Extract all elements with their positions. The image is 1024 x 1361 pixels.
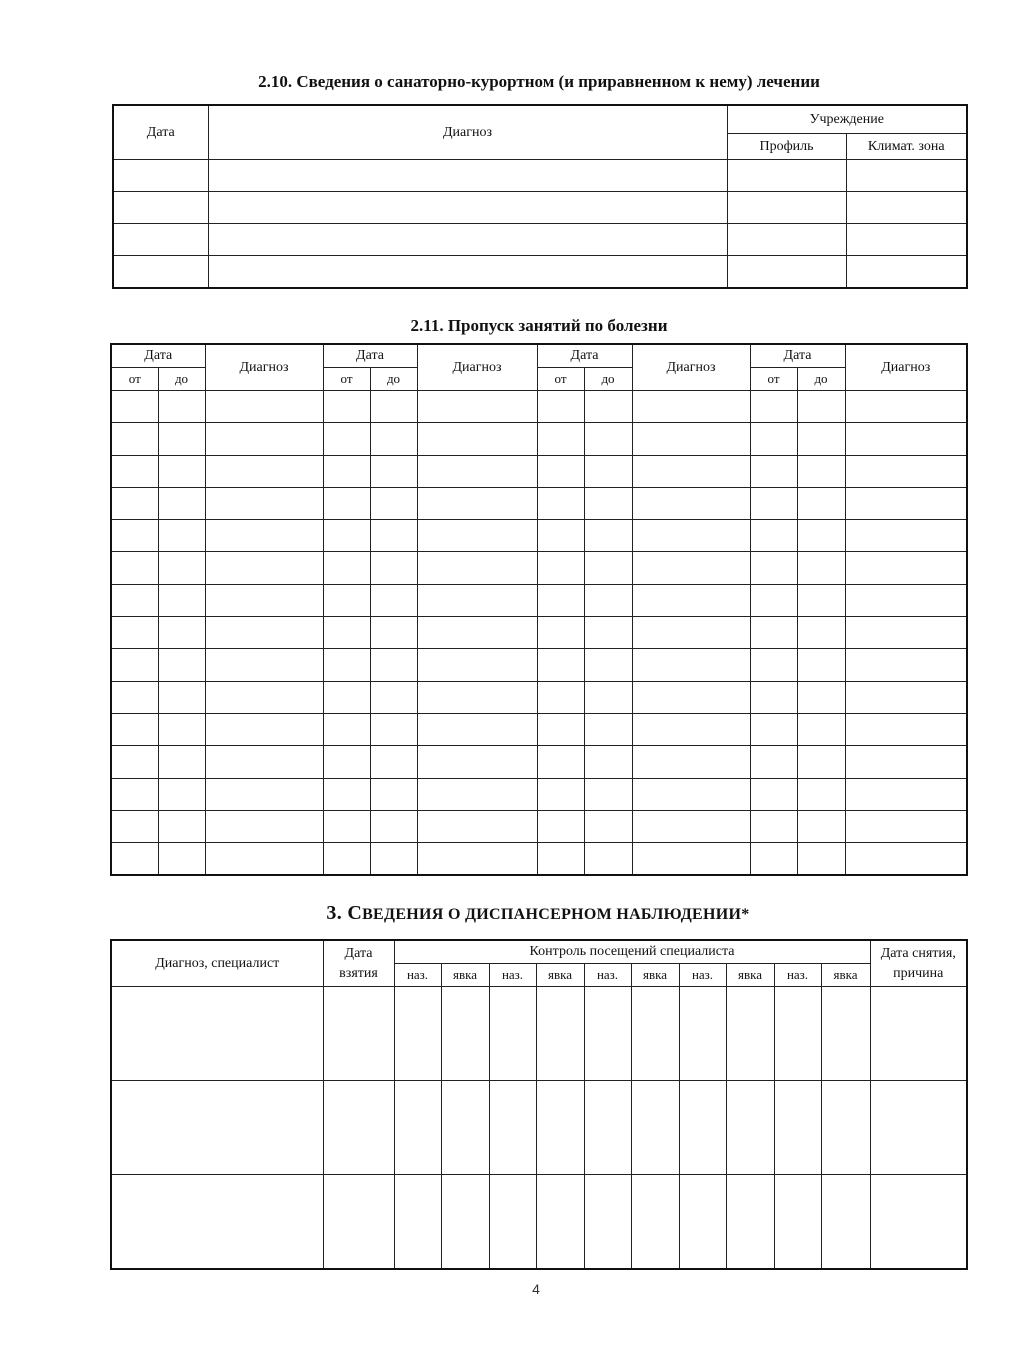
table-cell[interactable] [111, 713, 158, 745]
header-diagnosis-4: Диагноз [845, 344, 967, 391]
table-cell[interactable] [750, 746, 797, 778]
table-cell[interactable] [821, 1081, 870, 1175]
table-row [111, 1081, 967, 1175]
table-cell[interactable] [845, 649, 967, 681]
table-cell[interactable] [111, 552, 158, 584]
table-cell[interactable] [205, 617, 323, 649]
header-to: до [370, 368, 417, 391]
table-cell[interactable] [323, 520, 370, 552]
table-cell[interactable] [750, 520, 797, 552]
table-cell[interactable] [111, 746, 158, 778]
table-row [111, 1175, 967, 1270]
table-row [111, 810, 967, 842]
table-cell[interactable] [370, 391, 417, 423]
table-row [113, 224, 967, 256]
table-cell[interactable] [679, 987, 726, 1081]
table-cell[interactable] [111, 391, 158, 423]
table-cell[interactable] [797, 423, 845, 455]
table-cell[interactable] [537, 584, 584, 616]
table-cell[interactable] [845, 810, 967, 842]
table-row [111, 487, 967, 519]
header-from: от [111, 368, 158, 391]
header-appointed: наз. [774, 964, 821, 987]
table-cell[interactable] [323, 843, 370, 876]
table-cell[interactable] [632, 681, 750, 713]
header-attendance: явка [441, 964, 489, 987]
table-cell[interactable] [323, 584, 370, 616]
table-cell[interactable] [417, 423, 537, 455]
table-cell[interactable] [537, 810, 584, 842]
table-cell[interactable] [750, 584, 797, 616]
dispensary-table [110, 939, 968, 1270]
table-cell[interactable] [205, 487, 323, 519]
dispensary-title-start: 3. С [326, 902, 363, 924]
table-cell[interactable] [370, 681, 417, 713]
table-cell[interactable] [750, 423, 797, 455]
table-cell[interactable] [632, 391, 750, 423]
table-cell[interactable] [726, 1175, 774, 1270]
table-cell[interactable] [323, 1081, 394, 1175]
header-diagnosis-specialist: Диагноз, специалист [111, 940, 323, 987]
table-cell[interactable] [370, 584, 417, 616]
header-appointed: наз. [679, 964, 726, 987]
table-cell[interactable] [370, 810, 417, 842]
table-cell[interactable] [158, 617, 205, 649]
header-climate-zone: Климат. зона [846, 134, 967, 160]
table-cell[interactable] [111, 843, 158, 876]
table-row [111, 617, 967, 649]
table-cell[interactable] [323, 1175, 394, 1270]
table-cell[interactable] [417, 681, 537, 713]
header-date-taken: Дата взятия [323, 940, 394, 987]
table-row [111, 713, 967, 745]
table-cell[interactable] [394, 1081, 441, 1175]
header-appointed: наз. [394, 964, 441, 987]
table-cell[interactable] [537, 520, 584, 552]
table-cell[interactable] [797, 584, 845, 616]
header-from: от [323, 368, 370, 391]
table-cell[interactable] [323, 778, 370, 810]
table-cell[interactable] [441, 1175, 489, 1270]
table-cell[interactable] [205, 520, 323, 552]
table-cell[interactable] [797, 455, 845, 487]
table-cell[interactable] [323, 423, 370, 455]
table-cell[interactable] [584, 455, 632, 487]
table-cell[interactable] [323, 455, 370, 487]
table-cell[interactable] [821, 987, 870, 1081]
table-cell[interactable] [537, 681, 584, 713]
table-cell[interactable] [111, 778, 158, 810]
table-cell[interactable] [537, 552, 584, 584]
table-cell[interactable] [750, 713, 797, 745]
table-cell[interactable] [536, 1081, 584, 1175]
table-cell[interactable] [205, 455, 323, 487]
table-cell[interactable] [205, 746, 323, 778]
table-row [113, 256, 967, 289]
header-removal-date-reason: Дата снятия, причина [870, 940, 967, 987]
table-cell[interactable] [417, 778, 537, 810]
table-cell[interactable] [489, 1175, 536, 1270]
table-cell[interactable] [679, 1175, 726, 1270]
table-cell[interactable] [536, 1175, 584, 1270]
table-row [111, 746, 967, 778]
table-row [111, 455, 967, 487]
table-cell[interactable] [584, 746, 632, 778]
table-cell[interactable] [158, 778, 205, 810]
table-cell[interactable] [750, 455, 797, 487]
table-cell[interactable] [584, 584, 632, 616]
header-date-2: Дата [323, 344, 417, 368]
table-cell[interactable] [845, 713, 967, 745]
table-cell[interactable] [632, 746, 750, 778]
table-row [111, 520, 967, 552]
table-cell[interactable] [584, 617, 632, 649]
header-date: Дата [113, 105, 208, 160]
absence-table [110, 343, 968, 876]
table-cell[interactable] [750, 810, 797, 842]
table-cell[interactable] [417, 520, 537, 552]
table-cell[interactable] [632, 520, 750, 552]
table-cell[interactable] [323, 617, 370, 649]
table-cell[interactable] [158, 843, 205, 876]
table-row [111, 778, 967, 810]
table-cell[interactable] [417, 552, 537, 584]
table-cell[interactable] [205, 391, 323, 423]
sanatorium-section-title: 2.10. Сведения о санаторно-курортном (и приравненном к нему) лечении [258, 72, 820, 91]
table-cell[interactable] [632, 713, 750, 745]
table-cell[interactable] [632, 487, 750, 519]
table-cell[interactable] [158, 520, 205, 552]
table-cell[interactable] [797, 810, 845, 842]
header-diagnosis-2: Диагноз [417, 344, 537, 391]
table-cell[interactable] [323, 487, 370, 519]
table-cell[interactable] [797, 487, 845, 519]
header-to: до [158, 368, 205, 391]
header-attendance: явка [726, 964, 774, 987]
table-cell[interactable] [205, 778, 323, 810]
table-cell[interactable] [870, 1175, 967, 1270]
table-cell[interactable] [632, 423, 750, 455]
table-cell[interactable] [394, 987, 441, 1081]
table-cell[interactable] [111, 487, 158, 519]
header-attendance: явка [821, 964, 870, 987]
table-cell[interactable] [111, 455, 158, 487]
table-cell[interactable] [750, 843, 797, 876]
table-cell[interactable] [323, 649, 370, 681]
table-cell[interactable] [774, 1175, 821, 1270]
table-cell[interactable] [323, 391, 370, 423]
table-cell[interactable] [205, 810, 323, 842]
table-cell[interactable] [726, 1081, 774, 1175]
table-row [111, 649, 967, 681]
table-cell[interactable] [536, 987, 584, 1081]
table-cell[interactable] [370, 746, 417, 778]
table-cell[interactable] [417, 649, 537, 681]
absence-section-title: 2.11. Пропуск занятий по болезни [410, 316, 668, 335]
table-cell[interactable] [394, 1175, 441, 1270]
table-cell[interactable] [845, 681, 967, 713]
table-cell[interactable] [205, 843, 323, 876]
table-cell[interactable] [845, 391, 967, 423]
table-cell[interactable] [632, 843, 750, 876]
table-cell[interactable] [584, 391, 632, 423]
table-cell[interactable] [632, 778, 750, 810]
table-cell[interactable] [584, 713, 632, 745]
table-cell[interactable] [111, 584, 158, 616]
table-cell[interactable] [537, 617, 584, 649]
table-cell[interactable] [370, 713, 417, 745]
table-cell[interactable] [584, 1175, 631, 1270]
table-cell[interactable] [111, 810, 158, 842]
table-cell[interactable] [205, 681, 323, 713]
table-row [111, 391, 967, 423]
table-cell[interactable] [158, 713, 205, 745]
header-date-3: Дата [537, 344, 632, 368]
table-row [113, 160, 967, 192]
table-cell[interactable] [537, 746, 584, 778]
table-cell[interactable] [797, 649, 845, 681]
table-cell[interactable] [111, 1175, 323, 1270]
table-cell[interactable] [631, 1081, 679, 1175]
dispensary-title-rest: ВЕДЕНИЯ О ДИСПАНСЕРНОМ НАБЛЮДЕНИИ* [362, 906, 750, 923]
table-row [111, 843, 967, 876]
table-cell[interactable] [158, 423, 205, 455]
table-cell[interactable] [111, 520, 158, 552]
table-cell[interactable] [750, 487, 797, 519]
table-cell[interactable] [417, 746, 537, 778]
table-cell[interactable] [417, 584, 537, 616]
table-cell[interactable] [370, 455, 417, 487]
header-date-4: Дата [750, 344, 845, 368]
table-cell[interactable] [584, 520, 632, 552]
table-cell[interactable] [441, 987, 489, 1081]
table-cell[interactable] [797, 843, 845, 876]
table-cell[interactable] [537, 487, 584, 519]
table-cell[interactable] [370, 617, 417, 649]
table-cell[interactable] [632, 810, 750, 842]
header-appointed: наз. [489, 964, 536, 987]
table-cell[interactable] [632, 617, 750, 649]
table-cell[interactable] [845, 584, 967, 616]
header-from: от [537, 368, 584, 391]
table-cell[interactable] [845, 617, 967, 649]
table-cell[interactable] [631, 987, 679, 1081]
table-cell[interactable] [323, 746, 370, 778]
table-cell[interactable] [205, 649, 323, 681]
table-cell[interactable] [111, 423, 158, 455]
table-cell[interactable] [632, 584, 750, 616]
table-cell[interactable] [417, 843, 537, 876]
table-cell[interactable] [370, 423, 417, 455]
table-cell[interactable] [584, 552, 632, 584]
table-cell[interactable] [370, 520, 417, 552]
table-cell[interactable] [845, 423, 967, 455]
table-row [113, 192, 967, 224]
table-cell[interactable] [845, 778, 967, 810]
table-cell[interactable] [584, 423, 632, 455]
table-cell[interactable] [158, 391, 205, 423]
page-number: 4 [532, 1281, 540, 1297]
table-cell[interactable] [632, 552, 750, 584]
table-cell[interactable] [111, 987, 323, 1081]
table-cell[interactable] [489, 1081, 536, 1175]
table-cell[interactable] [845, 487, 967, 519]
table-cell[interactable] [750, 552, 797, 584]
header-attendance: явка [631, 964, 679, 987]
table-cell[interactable] [726, 987, 774, 1081]
table-cell[interactable] [870, 1081, 967, 1175]
table-cell[interactable] [845, 843, 967, 876]
table-cell[interactable] [632, 455, 750, 487]
table-cell[interactable] [370, 778, 417, 810]
sanatorium-table [112, 104, 968, 289]
table-cell[interactable] [205, 584, 323, 616]
table-cell[interactable] [845, 455, 967, 487]
header-visit-control: Контроль посещений специалиста [394, 940, 870, 964]
table-cell[interactable] [417, 455, 537, 487]
header-diagnosis-3: Диагноз [632, 344, 750, 391]
table-cell[interactable] [797, 778, 845, 810]
header-from: от [750, 368, 797, 391]
table-cell[interactable] [845, 552, 967, 584]
table-cell[interactable] [584, 681, 632, 713]
table-cell[interactable] [797, 617, 845, 649]
table-cell[interactable] [111, 681, 158, 713]
table-cell[interactable] [370, 552, 417, 584]
table-cell[interactable] [537, 778, 584, 810]
table-row [111, 584, 967, 616]
header-profile: Профиль [727, 134, 846, 160]
table-cell[interactable] [797, 713, 845, 745]
table-cell[interactable] [797, 746, 845, 778]
table-cell[interactable] [537, 391, 584, 423]
table-cell[interactable] [158, 584, 205, 616]
table-row [111, 552, 967, 584]
table-cell[interactable] [584, 810, 632, 842]
dispensary-section-title [110, 902, 966, 925]
table-cell[interactable] [441, 1081, 489, 1175]
table-cell[interactable] [158, 681, 205, 713]
table-cell[interactable] [584, 1081, 631, 1175]
header-diagnosis: Диагноз [208, 105, 727, 160]
table-cell[interactable] [797, 552, 845, 584]
table-cell[interactable] [537, 423, 584, 455]
table-cell[interactable] [417, 487, 537, 519]
table-cell[interactable] [845, 520, 967, 552]
table-cell[interactable] [584, 487, 632, 519]
table-cell[interactable] [323, 681, 370, 713]
table-cell[interactable] [205, 423, 323, 455]
table-cell[interactable] [821, 1175, 870, 1270]
table-cell[interactable] [205, 713, 323, 745]
table-cell[interactable] [631, 1175, 679, 1270]
table-cell[interactable] [845, 746, 967, 778]
table-cell[interactable] [584, 649, 632, 681]
header-appointed: наз. [584, 964, 631, 987]
header-to: до [584, 368, 632, 391]
table-cell[interactable] [158, 810, 205, 842]
header-institution: Учреждение [727, 105, 967, 134]
table-cell[interactable] [750, 681, 797, 713]
table-cell[interactable] [774, 987, 821, 1081]
table-row [111, 423, 967, 455]
table-cell[interactable] [158, 552, 205, 584]
table-cell[interactable] [417, 617, 537, 649]
table-cell[interactable] [158, 746, 205, 778]
table-cell[interactable] [797, 520, 845, 552]
table-cell[interactable] [870, 987, 967, 1081]
table-cell[interactable] [797, 391, 845, 423]
table-cell[interactable] [158, 487, 205, 519]
table-row [111, 681, 967, 713]
table-cell[interactable] [750, 649, 797, 681]
table-cell[interactable] [323, 713, 370, 745]
table-cell[interactable] [750, 617, 797, 649]
table-cell[interactable] [750, 778, 797, 810]
table-cell[interactable] [774, 1081, 821, 1175]
table-cell[interactable] [370, 649, 417, 681]
table-cell[interactable] [323, 987, 394, 1081]
table-cell[interactable] [679, 1081, 726, 1175]
table-cell[interactable] [537, 843, 584, 876]
table-cell[interactable] [323, 810, 370, 842]
table-cell[interactable] [537, 713, 584, 745]
table-cell[interactable] [797, 681, 845, 713]
table-cell[interactable] [584, 778, 632, 810]
table-cell[interactable] [111, 617, 158, 649]
table-row [111, 987, 967, 1081]
table-cell[interactable] [584, 843, 632, 876]
table-cell[interactable] [750, 391, 797, 423]
table-cell[interactable] [417, 810, 537, 842]
header-diagnosis-1: Диагноз [205, 344, 323, 391]
table-cell[interactable] [158, 649, 205, 681]
table-cell[interactable] [417, 713, 537, 745]
table-cell[interactable] [370, 843, 417, 876]
header-attendance: явка [536, 964, 584, 987]
table-cell[interactable] [632, 649, 750, 681]
table-cell[interactable] [111, 1081, 323, 1175]
table-cell[interactable] [323, 552, 370, 584]
header-date-1: Дата [111, 344, 205, 368]
table-cell[interactable] [370, 487, 417, 519]
table-cell[interactable] [489, 987, 536, 1081]
table-cell[interactable] [537, 455, 584, 487]
table-cell[interactable] [584, 987, 631, 1081]
header-to: до [797, 368, 845, 391]
table-cell[interactable] [111, 649, 158, 681]
table-cell[interactable] [537, 649, 584, 681]
table-cell[interactable] [205, 552, 323, 584]
table-cell[interactable] [158, 455, 205, 487]
table-cell[interactable] [417, 391, 537, 423]
